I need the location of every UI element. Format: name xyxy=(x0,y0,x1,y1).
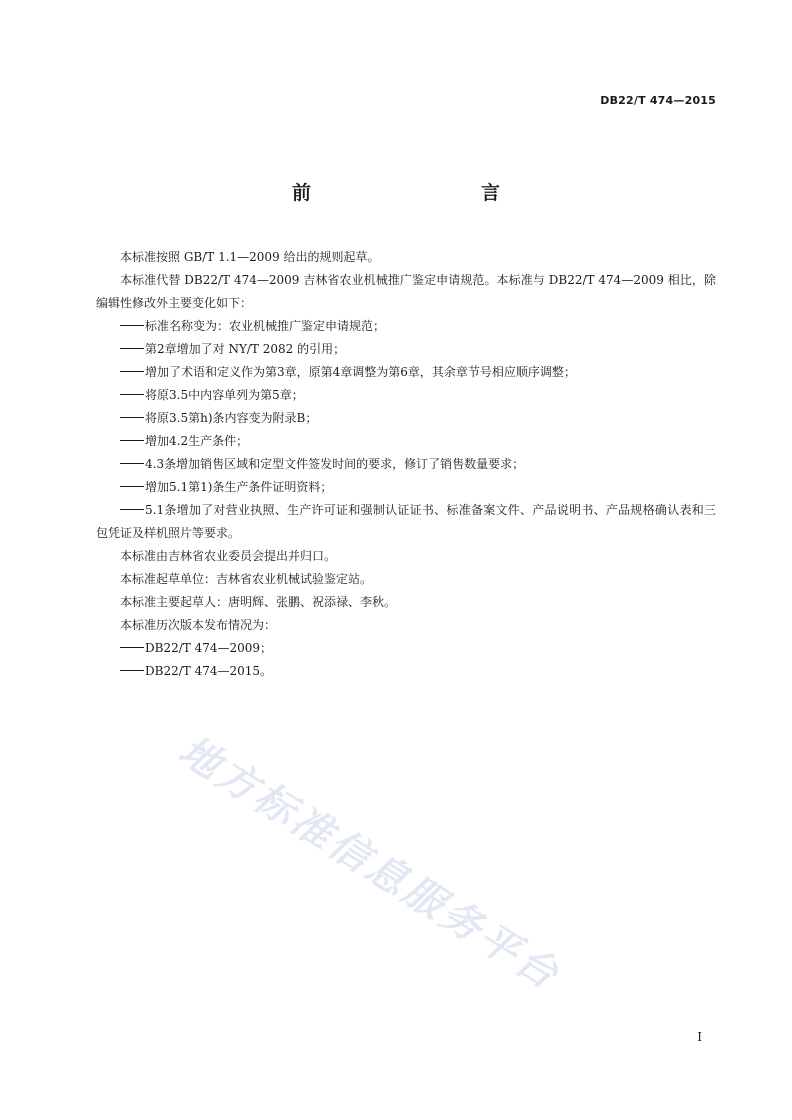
change-text: 增加5.1第1)条生产条件证明资料； xyxy=(145,480,333,494)
version-text: DB22/T 474—2009； xyxy=(145,641,273,655)
dash-mark xyxy=(120,509,144,510)
standard-code: DB22/T 474—2015 xyxy=(600,94,716,107)
change-item xyxy=(96,315,716,338)
paragraph: 本标准代替 DB22/T 474—2009 吉林省农业机械推广鉴定申请规范。本标准与 DB22/T 474—2009 相比，除编辑性修改外主要变化如下： xyxy=(96,273,716,310)
change-text: 5.1条增加了对营业执照、生产许可证和强制认证证书、标准备案文件、产品说明书、产品规格确认表和三包凭证及样机照片等要求。 xyxy=(96,503,716,540)
change-text: 增加了术语和定义作为第3章，原第4章调整为第6章，其余章节号相应顺序调整； xyxy=(145,365,576,379)
paragraph: 本标准按照 GB/T 1.1—2009 给出的规则起草。 xyxy=(120,250,380,264)
change-text: 4.3条增加销售区域和定型文件签发时间的要求，修订了销售数量要求； xyxy=(145,457,525,471)
paragraph: 本标准由吉林省农业委员会提出并归口。 xyxy=(120,549,337,563)
change-item xyxy=(96,338,716,361)
change-text: 标准名称变为：农业机械推广鉴定申请规范； xyxy=(145,319,386,333)
dash-mark xyxy=(120,463,144,464)
page-number: I xyxy=(697,1030,702,1044)
dash-mark xyxy=(120,670,144,671)
document-body xyxy=(96,246,716,683)
change-item xyxy=(96,384,716,407)
change-item xyxy=(96,499,716,545)
dash-mark xyxy=(120,394,144,395)
dash-mark xyxy=(120,325,144,326)
change-item xyxy=(96,453,716,476)
change-item xyxy=(96,476,716,499)
page-title: 前 言 xyxy=(291,182,544,204)
dash-mark xyxy=(120,348,144,349)
change-item xyxy=(96,361,716,384)
dash-mark xyxy=(120,486,144,487)
change-item xyxy=(96,430,716,453)
dash-mark xyxy=(120,440,144,441)
version-item xyxy=(96,660,716,683)
paragraph: 本标准起草单位：吉林省农业机械试验鉴定站。 xyxy=(120,572,373,586)
change-item xyxy=(96,407,716,430)
version-text: DB22/T 474—2015。 xyxy=(145,664,273,678)
change-text: 第2章增加了对 NY/T 2082 的引用； xyxy=(145,342,346,356)
change-text: 将原3.5第h)条内容变为附录B； xyxy=(145,411,318,425)
dash-mark xyxy=(120,647,144,648)
watermark: 地方标准信息服务平台 xyxy=(170,727,569,1000)
change-text: 将原3.5中内容单列为第5章； xyxy=(145,388,304,402)
dash-mark xyxy=(120,371,144,372)
paragraph: 本标准历次版本发布情况为： xyxy=(120,618,277,632)
paragraph: 本标准主要起草人：唐明辉、张鹏、祝添禄、李秋。 xyxy=(120,595,397,609)
change-text: 增加4.2生产条件； xyxy=(145,434,249,448)
version-item xyxy=(96,637,716,660)
dash-mark xyxy=(120,417,144,418)
